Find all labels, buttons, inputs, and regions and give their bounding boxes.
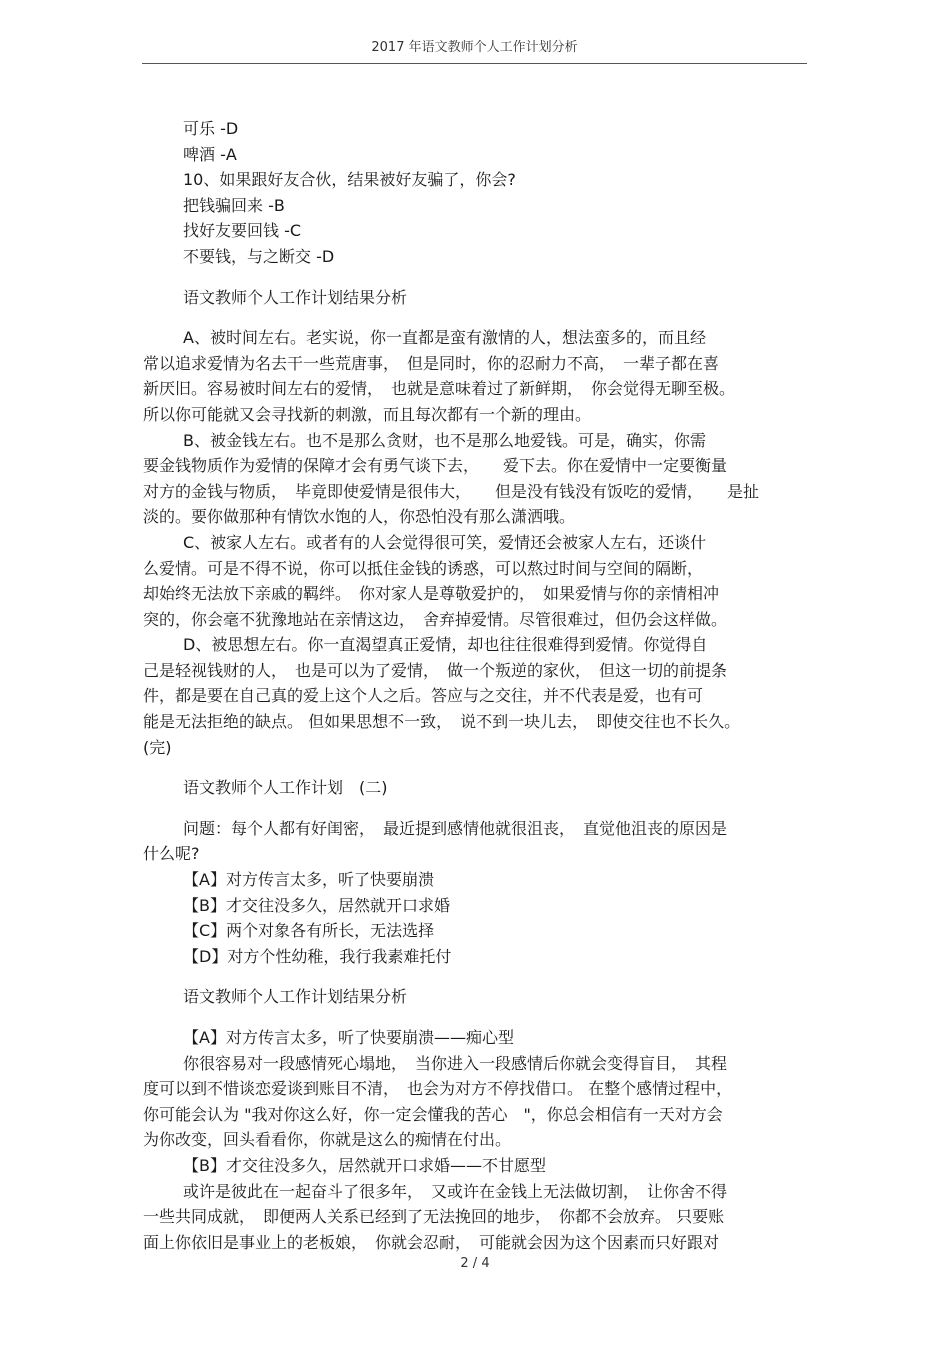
text-line: 淡的。要你做那种有情饮水饱的人，你恐怕没有那么潇洒哦。 — [143, 507, 576, 527]
text-line: 什么呢? — [143, 844, 200, 864]
text-line: 突的，你会毫不犹豫地站在亲情这边， 舍弃掉爱情。尽管很难过，但仍会这样做。 — [143, 609, 728, 629]
text-line: 可乐 -D — [183, 119, 239, 138]
text-line: 却始终无法放下亲戚的羁绊。 你对家人是尊敬爱护的， 如果爱情与你的亲情相冲 — [143, 584, 720, 604]
text-line: 10、如果跟好友合伙，结果被好友骗了，你会? — [183, 170, 516, 190]
text-line: 啤酒 -A — [183, 144, 237, 164]
text-line: 度可以到不惜谈恋爱谈到账目不清， 也会为对方不停找借口。 在整个感情过程中， — [143, 1079, 733, 1099]
text-line: 对方的金钱与物质， 毕竟即使爱情是很伟大， 但是没有钱没有饭吃的爱情， 是扯 — [143, 481, 760, 501]
page-header-title: 2017 年语文教师个人工作计划分析 — [371, 40, 578, 55]
option-line: 【A】对方传言太多，听了快要崩溃 — [183, 870, 434, 890]
document-body — [143, 116, 807, 1255]
text-line: 不要钱，与之断交 -D — [183, 246, 335, 266]
header-divider — [142, 63, 807, 64]
text-line: 你可能会认为 "我对你这么好，你一定会懂我的苦心 "，你总会相信有一天对方会 — [143, 1104, 723, 1124]
text-line: 面上你依旧是事业上的老板娘， 你就会忍耐， 可能就会因为这个因素而只好跟对 — [143, 1232, 720, 1252]
text-line: 问题：每个人都有好闺密， 最近提到感情他就很沮丧， 直觉他沮丧的原因是 — [183, 818, 728, 838]
text-line: 你很容易对一段感情死心塌地， 当你进入一段感情后你就会变得盲目， 其程 — [183, 1053, 728, 1073]
text-line: 常以追求爱情为名去干一些荒唐事， 但是同时，你的忍耐力不高， 一辈子都在喜 — [143, 353, 720, 373]
text-line: 或许是彼此在一起奋斗了很多年， 又或许在金钱上无法做切割， 让你舍不得 — [183, 1181, 728, 1201]
text-line: 己是轻视钱财的人， 也是可以为了爱情， 做一个叛逆的家伙， 但这一切的前提条 — [143, 660, 728, 680]
text-line: 所以你可能就又会寻找新的刺激，而且每次都有一个新的理由。 — [143, 404, 592, 424]
text-line: 要金钱物质作为爱情的保障才会有勇气谈下去， 爱下去。你在爱情中一定要衡量 — [143, 456, 728, 476]
text-line: 新厌旧。容易被时间左右的爱情， 也就是意味着过了新鲜期， 你会觉得无聊至极。 — [143, 379, 736, 399]
text-line: B、被金钱左右。也不是那么贪财，也不是那么地爱钱。可是，确实，你需 — [183, 430, 706, 450]
option-line: 【C】两个对象各有所长，无法选择 — [183, 921, 435, 941]
option-line: 【B】才交往没多久，居然就开口求婚 — [183, 895, 450, 915]
text-line: (完) — [143, 737, 172, 757]
text-line: 一些共同成就， 即便两人关系已经到了无法挽回的地步， 你都不会放弃。 只要账 — [143, 1207, 725, 1227]
text-line: A、被时间左右。老实说，你一直都是蛮有激情的人，想法蛮多的，而且经 — [183, 328, 706, 348]
option-line: 【D】对方个性幼稚，我行我素难托付 — [183, 946, 452, 966]
section-heading: 语文教师个人工作计划 (二) — [183, 778, 388, 798]
text-line: 件，都是要在自己真的爱上这个人之后。答应与之交往，并不代表是爱，也有可 — [143, 686, 704, 706]
text-line: C、被家人左右。或者有的人会觉得很可笑，爱情还会被家人左右，还谈什 — [183, 532, 707, 552]
text-line: 【A】对方传言太多，听了快要崩溃——痴心型 — [183, 1028, 514, 1047]
text-line: 【B】才交往没多久，居然就开口求婚——不甘愿型 — [183, 1155, 546, 1175]
page-number: 2 / 4 — [460, 1256, 490, 1271]
text-line: D、被思想左右。你一直渴望真正爱情，却也往往很难得到爱情。你觉得自 — [183, 635, 708, 655]
text-line: 为你改变，回头看看你，你就是这么的痴情在付出。 — [143, 1130, 512, 1150]
text-line: 找好友要回钱 -C — [183, 221, 302, 241]
text-line: 么爱情。可是不得不说，你可以抵住金钱的诱惑，可以熬过时间与空间的隔断， — [143, 558, 704, 578]
text-line: 把钱骗回来 -B — [183, 195, 285, 215]
text-line: 能是无法拒绝的缺点。 但如果思想不一致， 说不到一块儿去， 即使交往也不长久。 — [143, 712, 741, 732]
section-heading: 语文教师个人工作计划结果分析 — [183, 287, 408, 307]
section-heading: 语文教师个人工作计划结果分析 — [183, 987, 408, 1007]
